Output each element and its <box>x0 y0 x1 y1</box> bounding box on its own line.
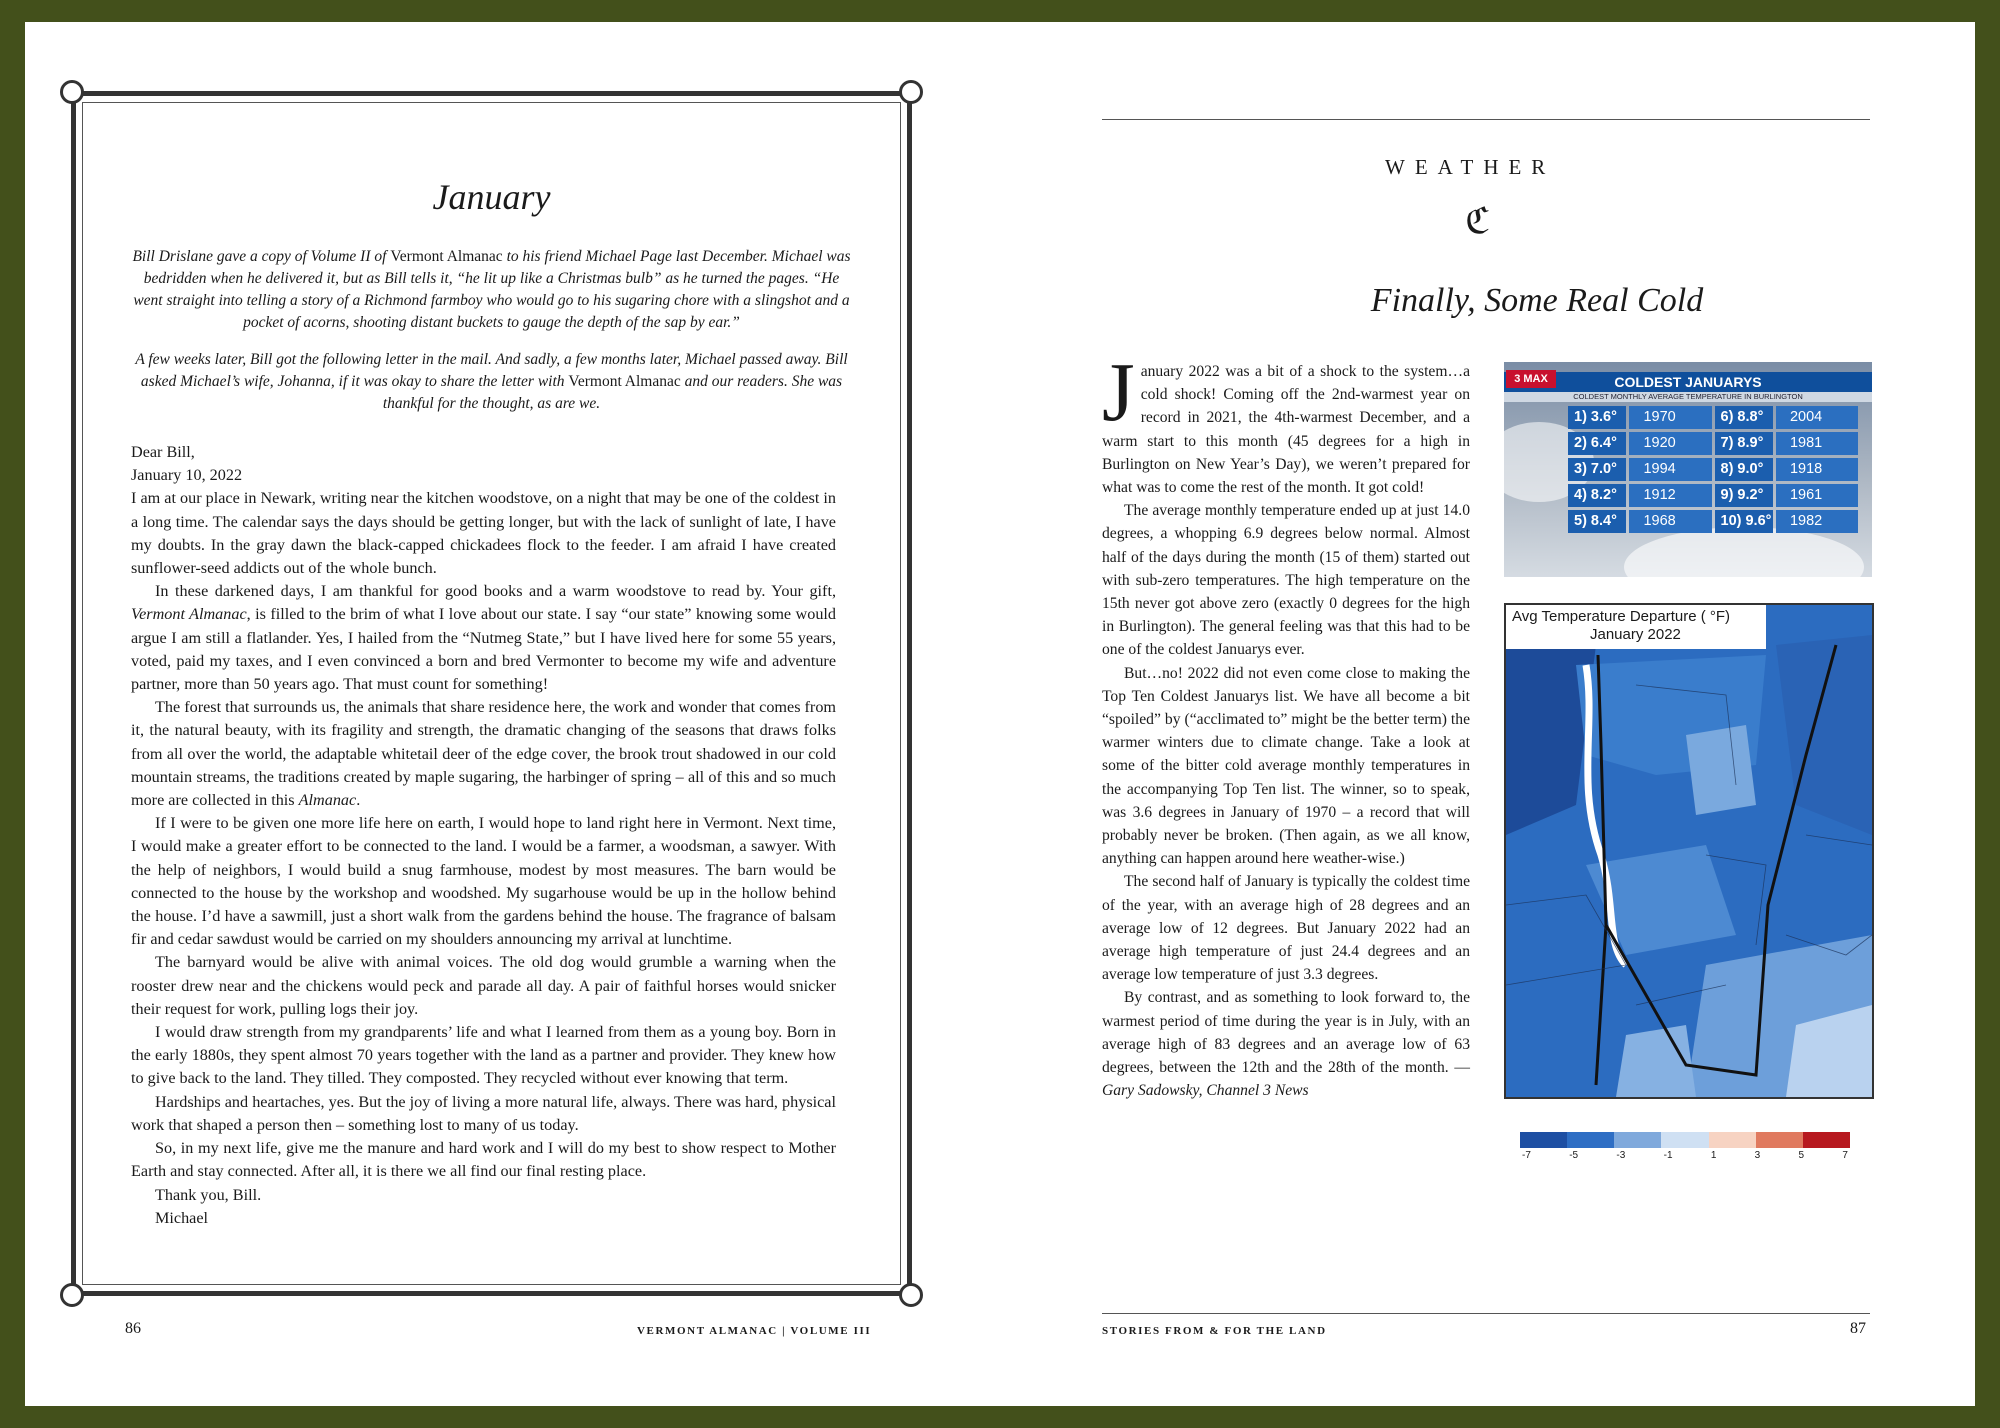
ranking-row: 1) 3.6° 1970 6) 8.8° 2004 <box>1568 406 1858 429</box>
article-paragraph: By contrast, and as something to look forward to, the warmest period of time during the year is in July, with an average high of 83 degrees and an average low of 63 degrees, between the 12th and the 28th of the month. —Gary Sadowsky, Channel 3 News <box>1102 989 1470 1100</box>
section-heading: WEATHER <box>1385 155 1556 179</box>
intro-paragraph <box>131 349 852 415</box>
article-paragraph: The average monthly temperature ended up at just 14.0 degrees, a whopping 6.9 degrees below normal. Almost half of the days during the month (15 of them) started out with sub-zero temperatures. The high temperature on the 15th never got above zero (exactly 0 degrees for the high in Burlington). The general feeling was that this had to be one of the coldest Januarys ever. <box>1102 502 1470 659</box>
intro-text: to his friend Michael Page last December. Michael was bedridden when he delivered it, but as Bill tells it, “he lit up like a Christmas bulb” as he turned the pages. “He went straight into telling a story of a Richmond farmboy who would go to his sugaring chore with a slingshot and a pocket of acorns, shooting distant buckets to gauge the depth of the sap by ear.” <box>133 248 851 331</box>
page-title: January <box>432 177 551 217</box>
corner-knot <box>60 80 84 104</box>
corner-knot <box>899 1283 923 1307</box>
vermont-map-image <box>1506 605 1872 1097</box>
graphic-subheader: COLDEST MONTHLY AVERAGE TEMPERATURE IN BURLINGTON <box>1504 392 1872 402</box>
ranking-table <box>1568 406 1858 536</box>
ranking-row: 5) 8.4° 1968 10) 9.6° 1982 <box>1568 510 1858 533</box>
letter-paragraph: Hardships and heartaches, yes. But the joy of living a more natural life, always. There was hard, physical work that shaped a person then – something lost to many of us today. <box>131 1092 836 1134</box>
article-paragraph: The second half of January is typically the coldest time of the year, with an average high of 28 degrees and an average low of 12 degrees. But January 2022 had an average high temperature of just 24.4 degrees and an average low temperature of just 3.3 degrees. <box>1102 873 1470 984</box>
map-color-scale <box>1520 1132 1850 1161</box>
article-title: Finally, Some Real Cold <box>1370 282 1704 319</box>
letter-paragraph: If I were to be given one more life here on earth, I would hope to land right here in Vermont. Next time, I would make a greater effort to be connected to the land. I would be a farmer, a woodsman, a sawyer. With the help of neighbors, I would build a snug farmhouse, modest by most measures. The barn would be connected to the house by the workshop and woodshed. My sugarhouse would be up in the hollow behind the house. I’d have a sawmill, just a short walk from the gardens behind the house. The fragrance of balsam fir and cedar sawdust would be carried on my shoulders announcing my arrival at lunchtime. <box>131 814 836 949</box>
scale-label: -7 <box>1522 1150 1531 1161</box>
letter-frame <box>75 95 908 1292</box>
intro-text: Bill Drislane gave a copy of Volume II of <box>132 248 391 265</box>
letter-paragraph: So, in my next life, give me the manure and hard work and I will do my best to show respect to Mother Earth and stay connected. After all, it is there we all find our final resting place. <box>131 1139 836 1181</box>
page-number-right: 87 <box>1850 1320 1866 1337</box>
scale-label: -3 <box>1616 1150 1626 1161</box>
letter-paragraph: I am at our place in Newark, writing near the kitchen woodstove, on a night that may be one of the coldest in a long time. The calendar says the days should be getting longer, but with the lack of sunlight of late, I have my doubts. In the gray dawn the black-capped chickadees flock to the feeder. I am afraid I have created sunflower-seed addicts out of the whole bunch. <box>131 489 836 578</box>
article-paragraph: But…no! 2022 did not even come close to making the Top Ten Coldest Januarys list. We have all become a bit “spoiled” by (“acclimated to” might be the better term) the warmer winters due to climate change. Take a look at some of the bitter cold average monthly temperatures in the accompanying Top Ten list. The winner, so to speak, was 3.6 degrees in January of 1970 – a record that will probably never be broken. (Then again, as we all know, anything can happen around here weather-wise.) <box>1102 664 1470 868</box>
branch-border-left <box>71 86 76 1301</box>
letter-paragraph: In these darkened days, I am thankful for good books and a warm woodstove to read by. Your gift, Vermont Almanac, is filled to the brim of what I love about our state. I say “our state” knowing some would argue I am still a flatlander. Yes, I hailed from the “Nutmeg State,” but I have lived here for some 55 years, voted, paid my taxes, and I even convinced a born and bred Vermonter to become my wife and adventure partner, more than 50 years ago. That must count for something! <box>131 582 836 694</box>
scale-swatch <box>1803 1132 1850 1148</box>
scale-label: 5 <box>1798 1150 1805 1161</box>
scale-label: 7 <box>1842 1150 1848 1161</box>
salutation: Dear Bill, <box>131 443 195 461</box>
article-paragraph: January 2022 was a bit of a shock to the system…a cold shock! Coming off the 2nd-warmest year on record in 2021, the 4th-warmest December, and a warm start to this month (45 degrees for a high in Burlington on New Year’s Day), we weren’t prepared for what was to come the rest of the month. It got cold! <box>1102 346 1470 497</box>
intro-text: A few weeks later, Bill got the following letter in the mail. And sadly, a few months later, Michael passed away. Bill asked Michael’s wife, Johanna, if it was okay to share the letter with <box>135 351 848 390</box>
closing: Thank you, Bill. <box>155 1185 262 1204</box>
page-number-left: 86 <box>125 1320 141 1337</box>
graphic-header: COLDEST JANUARYS <box>1504 372 1872 392</box>
letter-paragraph: The forest that surrounds us, the animals that share residence here, the work and wonder that comes from it, the natural beauty, with its fragility and strength, the dramatic changing of the seasons that draws folks from all over the world, the adaptable whitetail deer of the edge cover, the brook trout shadowed in our cold mountain streams, the traditions created by maple sugaring, the harbinger of spring – all of this and so much more are collected in this Almanac. <box>131 698 837 810</box>
scale-label: -5 <box>1569 1150 1579 1161</box>
scale-label: 1 <box>1710 1150 1717 1161</box>
scale-swatch <box>1567 1132 1614 1148</box>
letter-paragraph: The barnyard would be alive with animal voices. The old dog would grumble a warning when the rooster drew near and the chickens would peck and parade all day. A pair of faithful horses would snicker their request for work, pulling logs their joy. <box>131 953 836 1018</box>
ranking-row: 3) 7.0° 1994 8) 9.0° 1918 <box>1568 458 1858 481</box>
channel-logo: 3 MAX <box>1506 370 1556 388</box>
intro-text: and our readers. She was thankful for the thought, as are we. <box>382 373 843 412</box>
scale-swatch <box>1709 1132 1756 1148</box>
letter-body <box>131 441 836 1230</box>
ranking-row: 4) 8.2° 1912 9) 9.2° 1961 <box>1568 484 1858 507</box>
bottom-rule <box>1102 1313 1870 1314</box>
publication-name: Vermont Almanac <box>390 248 503 265</box>
letter-date: January 10, 2022 <box>131 466 243 485</box>
branch-border-bottom <box>66 1291 917 1296</box>
top-rule <box>1102 119 1870 120</box>
corner-knot <box>60 1283 84 1307</box>
drop-cap: J <box>1102 346 1135 439</box>
map-title: Avg Temperature Departure ( °F) January 2022 <box>1506 605 1766 649</box>
color-scale-labels <box>1520 1150 1850 1161</box>
letter-paragraph: I would draw strength from my grandparents’ life and what I learned from them as a young boy. Born in the early 1880s, they spent almost 70 years together with the land as a partner and provider. They knew how to give back to the land. They tilled. They composted. They recycled without ever knowing that term. <box>131 1023 836 1088</box>
article-body <box>1102 346 1470 1103</box>
coldest-januarys-graphic <box>1504 362 1872 577</box>
signature: Michael <box>155 1208 209 1227</box>
ranking-row: 2) 6.4° 1920 7) 8.9° 1981 <box>1568 432 1858 455</box>
corner-knot <box>899 80 923 104</box>
temperature-departure-map <box>1504 603 1874 1099</box>
scale-swatch <box>1520 1132 1567 1148</box>
byline: Gary Sadowsky, Channel 3 News <box>1102 1082 1309 1100</box>
intro-paragraph <box>131 246 852 334</box>
ornament-icon: ℭ <box>1465 201 1491 241</box>
scale-swatch <box>1614 1132 1661 1148</box>
scale-swatch <box>1756 1132 1803 1148</box>
publication-name: Vermont Almanac <box>568 373 681 390</box>
running-head-left: VERMONT ALMANAC | VOLUME III <box>637 1325 872 1337</box>
scale-label: -1 <box>1663 1150 1673 1161</box>
branch-border-right <box>907 86 912 1301</box>
scale-swatch <box>1661 1132 1708 1148</box>
color-scale-bar <box>1520 1132 1850 1148</box>
branch-border-top <box>66 91 917 96</box>
scale-label: 3 <box>1754 1150 1761 1161</box>
running-head-right: STORIES FROM & FOR THE LAND <box>1102 1325 1327 1337</box>
